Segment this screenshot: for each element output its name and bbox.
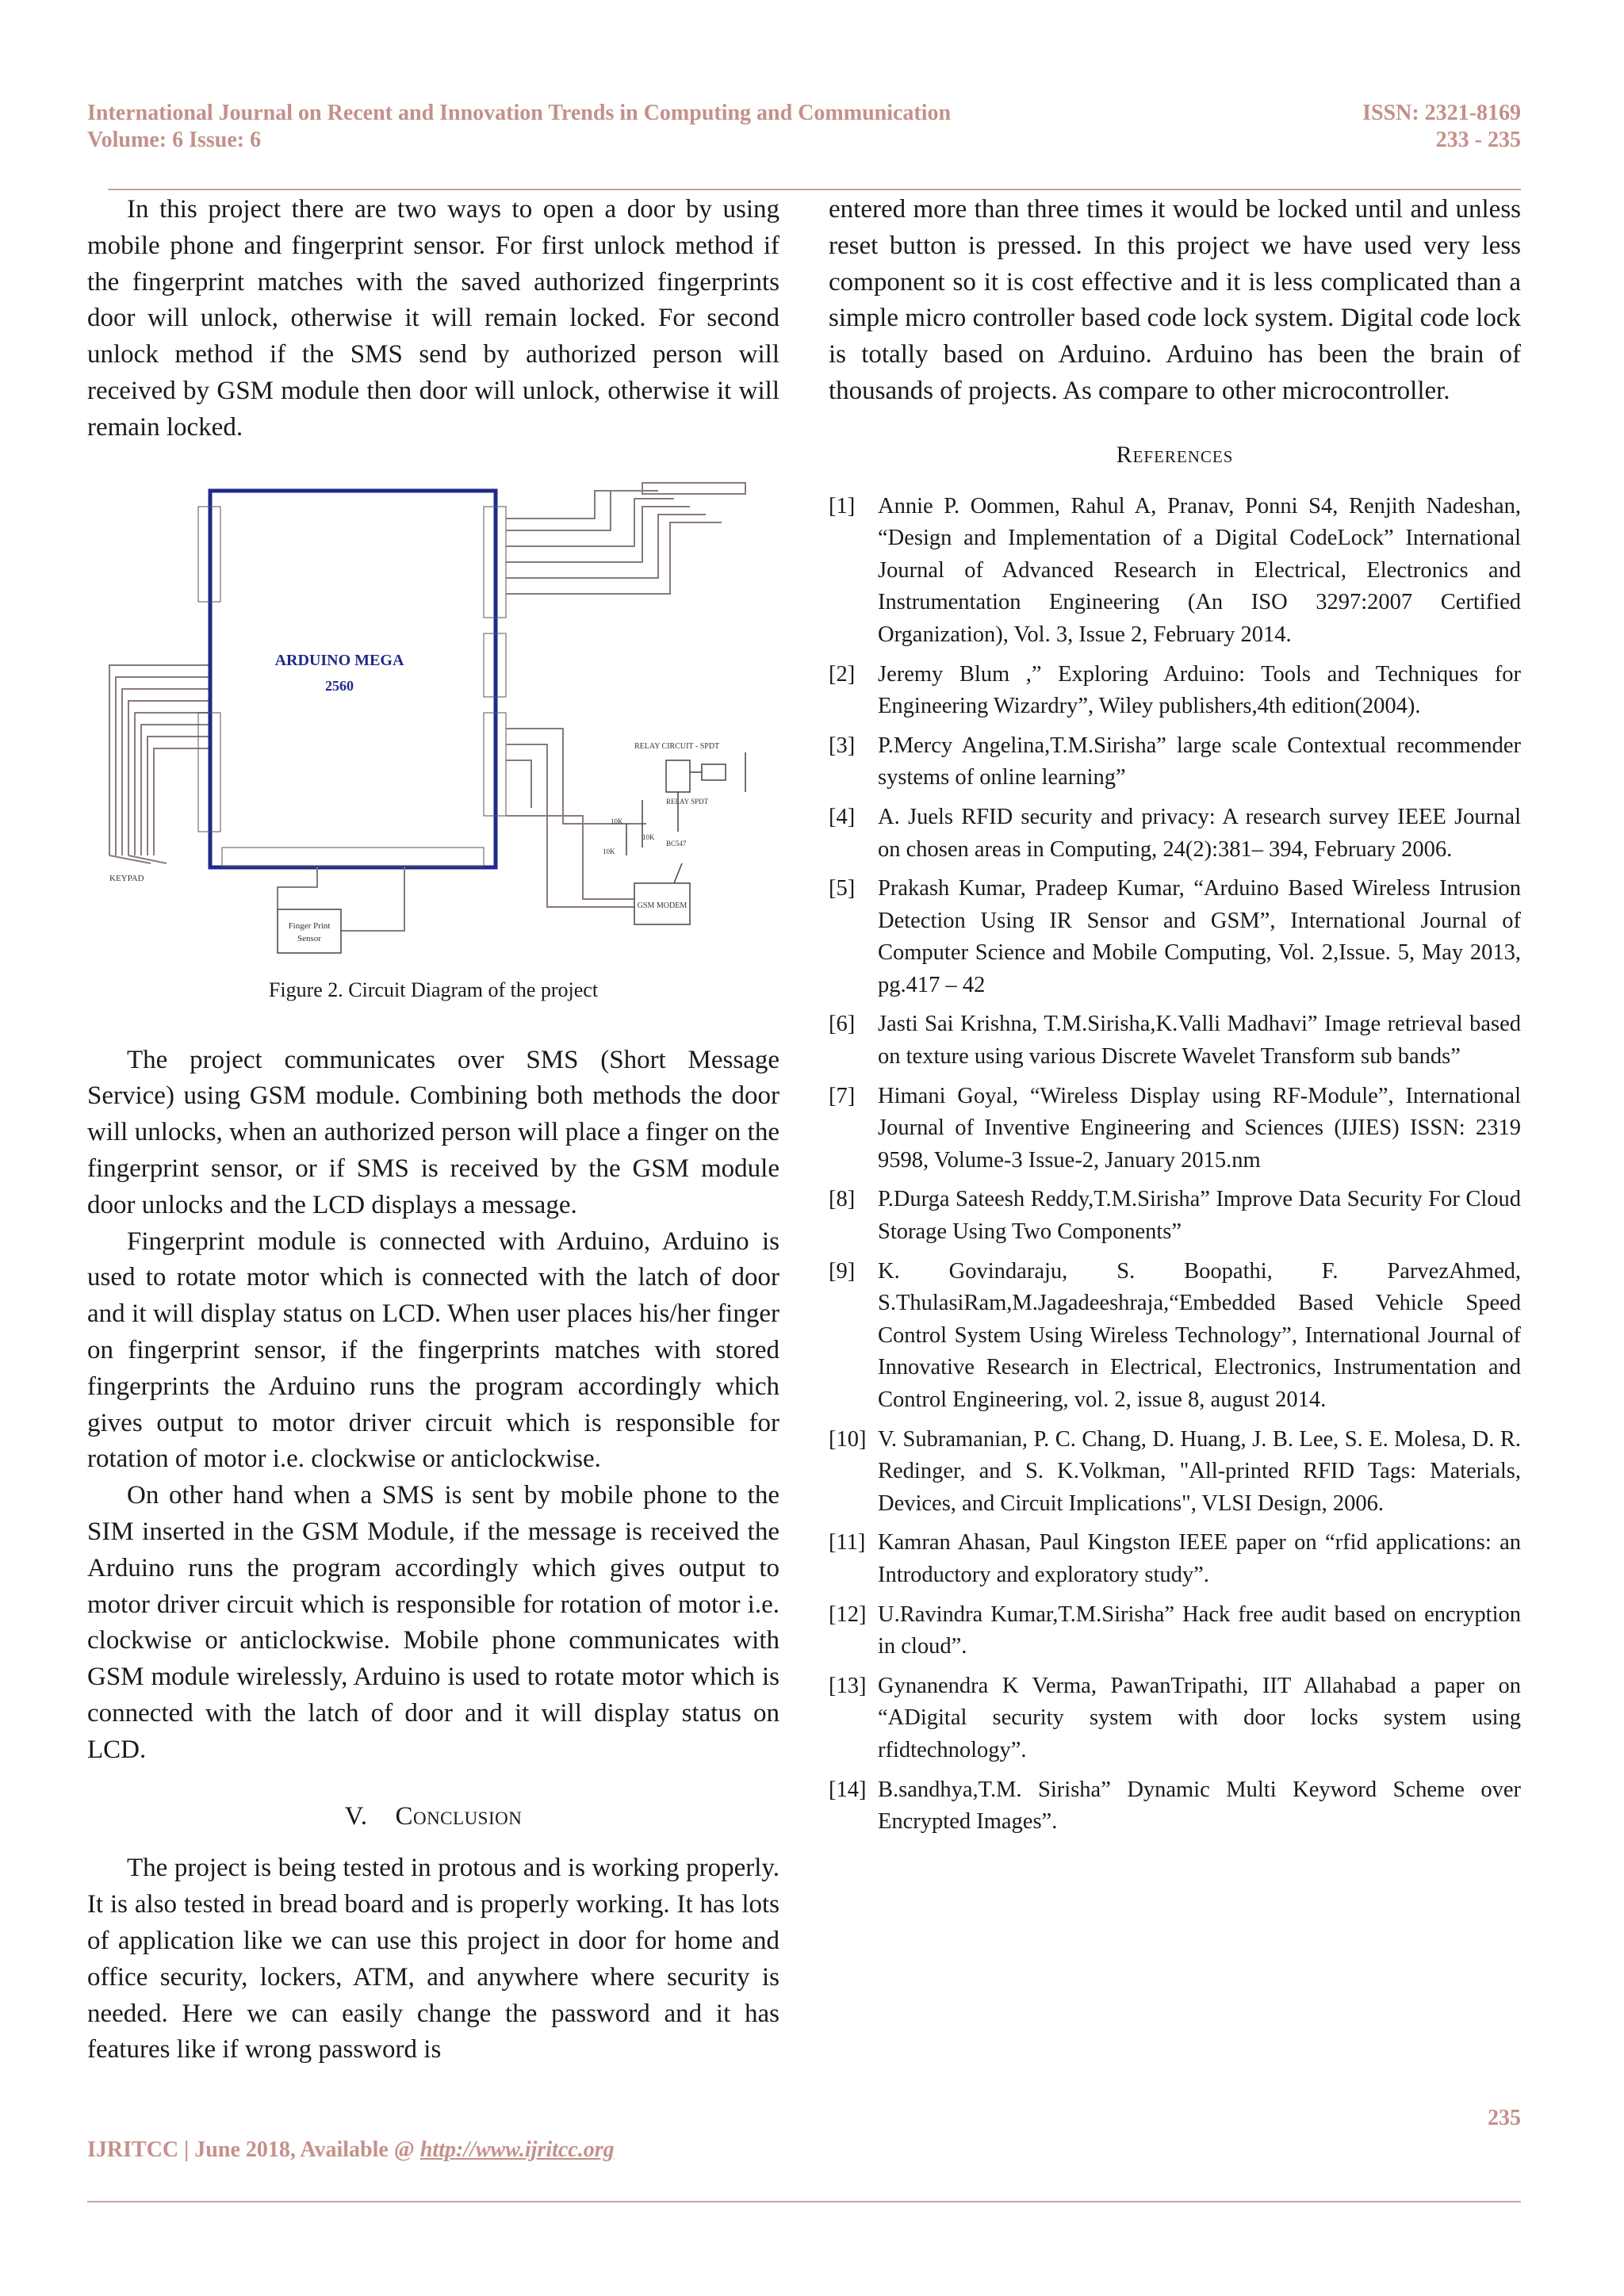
arduino-model-label: 2560 (325, 677, 354, 694)
section-number: V. (344, 1801, 368, 1831)
reference-text: P.Mercy Angelina,T.M.Sirisha” large scale Contextual recommender systems of online learning” (878, 733, 1521, 790)
circuit-diagram (87, 475, 779, 966)
keypad-label: KEYPAD (109, 873, 144, 883)
reference-item (829, 873, 1521, 1001)
reference-number: [9] (829, 1258, 856, 1284)
reference-item (829, 1774, 1521, 1839)
journal-link[interactable]: http://www.ijritcc.org (419, 2137, 615, 2162)
reference-number: [6] (829, 1012, 856, 1037)
page-range: 233 - 235 (1435, 128, 1521, 152)
lcd-wires (506, 483, 745, 594)
reference-text: Prakash Kumar, Pradeep Kumar, “Arduino Based Wireless Intrusion Detection Using IR Sensor and GSM”, International Journal of Computer Science and Mobile Computing, Vol. 2,Issue. 5, May 2013, pg.417 – 42 (878, 876, 1521, 997)
reference-text: P.Durga Sateesh Reddy,T.M.Sirisha” Improve Data Security For Cloud Storage Using Two Components” (878, 1187, 1521, 1245)
reference-number: [5] (829, 876, 856, 901)
reference-text: K. Govindaraju, S. Boopathi, F. ParvezAhmed, S.ThulasiRam,M.Jagadeeshraja,“Embedded Based Vehicle Speed Control System Using Wireless Technology”, International Journal of Innovative Research in Electrical, Electronics, Instrumentation and Control Engineering, vol. 2, issue 8, august 2014. (878, 1258, 1521, 1413)
page-number: 235 (1488, 2106, 1521, 2130)
gsm-label: GSM MODEM (637, 901, 688, 910)
figure-circuit (87, 475, 779, 1003)
reference-item (829, 802, 1521, 866)
section-heading (87, 1799, 779, 1835)
paragraph: Fingerprint module is connected with Arduino, Arduino is used to rotate motor which is connected with the latch of door and it will display status on LCD. When user places his/her finger on fingerprint sensor, if the fingerprints matches with stored fingerprints the Arduino runs the program accordingly which gives output to motor driver circuit which is responsible for rotation of motor i.e. clockwise or anticlockwise. (87, 1226, 779, 1474)
arduino-board (198, 491, 506, 867)
footer-rule (87, 2201, 1521, 2202)
reference-item (829, 1256, 1521, 1417)
reference-number: [4] (829, 804, 856, 829)
paragraph: In this project there are two ways to open a door by using mobile phone and fingerprint sensor. For first unlock method if the fingerprint matches with the saved authorized fingerprints door will unlock, otherwise it will remain locked. For second unlock method if the SMS send by authorized person will received by GSM module then door will unlock, otherwise it will remain locked. (87, 195, 779, 442)
reference-item (829, 1670, 1521, 1767)
reference-text: A. Juels RFID security and privacy: A research survey IEEE Journal on chosen areas in Computing, 24(2):381– 394, February 2006. (878, 804, 1521, 862)
relay-spdt-label: RELAY SPDT (666, 797, 709, 806)
resistor-label: 10K (611, 817, 623, 825)
reference-text: Jeremy Blum ,” Exploring Arduino: Tools and Techniques for Engineering Wizardry”, Wiley publishers,4th edition(2004). (878, 661, 1521, 719)
issn: ISSN: 2321-8169 (1362, 101, 1521, 125)
right-column (829, 192, 1521, 1846)
figure-caption: Figure 2. Circuit Diagram of the project (268, 978, 599, 1001)
relay-circuit (603, 742, 745, 855)
reference-item (829, 1599, 1521, 1663)
section-title: Conclusion (395, 1801, 523, 1831)
arduino-label: ARDUINO MEGA (274, 651, 404, 669)
references-list (829, 491, 1521, 1839)
reference-item (829, 730, 1521, 794)
reference-number: [1] (829, 493, 856, 519)
paragraph: entered more than three times it would be locked until and unless reset button is pressed. In this project we have used very less component so it is cost effective and it is less complicated than a simple micro controller based code lock system. Digital code lock is totally based on Arduino. Arduino has been the brain of thousands of projects. As compare to other microcontroller. (829, 195, 1521, 405)
running-header (87, 100, 951, 154)
reference-number: [8] (829, 1187, 856, 1212)
journal-title: International Journal on Recent and Innovation Trends in Computing and Communication (87, 101, 952, 125)
transistor-label: BC547 (666, 839, 687, 848)
reference-text: Himani Goyal, “Wireless Display using RF-Module”, International Journal of Inventive Engineering and Sciences (IJIES) ISSN: 2319 9598, Volume-3 Issue-2, January 2015.nm (878, 1083, 1521, 1173)
paragraph: The project is being tested in protous and is working properly. It is also tested in bread board and is properly working. It has lots of application like we can use this project in door for home and office security, lockers, ATM, and anywhere where security is needed. Here we can easily change the password and it has features like if wrong password is (87, 1854, 779, 2064)
paragraph: The project communicates over SMS (Short Message Service) using GSM module. Combining both methods the door will unlocks, when an authorized person will place a finger on the fingerprint sensor, or if SMS is received by the GSM module door unlocks and the LCD displays a message. (87, 1045, 779, 1219)
resistor-label: 10K (642, 832, 655, 841)
paragraph: On other hand when a SMS is sent by mobile phone to the SIM inserted in the GSM Module, if the message is received the Arduino runs the program accordingly which gives output to motor driver circuit which is responsible for rotation of motor i.e. clockwise or anticlockwise. Mobile phone communicates with GSM module wirelessly, Arduino is used to rotate motor which is connected with the latch of door and it will display status on LCD. (87, 1481, 779, 1764)
reference-text: U.Ravindra Kumar,T.M.Sirisha” Hack free audit based on encryption in cloud”. (878, 1601, 1521, 1659)
relay-wires (506, 729, 646, 907)
reference-number: [11] (829, 1530, 866, 1556)
reference-number: [12] (829, 1601, 867, 1627)
volume-issue: Volume: 6 Issue: 6 (87, 128, 262, 152)
reference-text: Gynanendra K Verma, PawanTripathi, IIT Allahabad a paper on “ADigital security system with door locks system using rfidtechnology”. (878, 1673, 1521, 1762)
resistor-label: 10K (603, 847, 615, 855)
reference-number: [13] (829, 1673, 867, 1698)
reference-item (829, 1081, 1521, 1177)
reference-item (829, 1008, 1521, 1073)
fingerprint-label-2: Sensor (297, 933, 321, 943)
reference-item (829, 491, 1521, 652)
reference-text: V. Subramanian, P. C. Chang, D. Huang, J. B. Lee, S. E. Molesa, D. R. Redinger, and S. K.Volkman, "All-printed RFID Tags: Materials, Devices, and Circuit Implications", VLSI Design, 2006. (878, 1426, 1521, 1516)
reference-text: Kamran Ahasan, Paul Kingston IEEE paper on “rfid applications: an Introductory and exploratory study”. (878, 1530, 1521, 1587)
reference-item (829, 1424, 1521, 1521)
relay-title: RELAY CIRCUIT - SPDT (634, 741, 720, 751)
reference-text: Jasti Sai Krishna, T.M.Sirisha,K.Valli Madhavi” Image retrieval based on texture using various Discrete Wavelet Transform sub bands” (878, 1012, 1521, 1070)
reference-number: [2] (829, 661, 856, 687)
reference-item (829, 1184, 1521, 1248)
references-heading: References (1116, 441, 1234, 468)
reference-number: [10] (829, 1426, 867, 1452)
reference-number: [14] (829, 1777, 867, 1802)
header-rule (108, 189, 1521, 190)
reference-item (829, 659, 1521, 723)
footer-text: IJRITCC | June 2018, Available @ (87, 2137, 420, 2162)
fingerprint-label: Finger Print (288, 920, 331, 931)
running-header-right (1362, 100, 1521, 154)
reference-text: Annie P. Oommen, Rahul A, Pranav, Ponni S4, Renjith Nadeshan, “Design and Implementation of a Digital CodeLock” International Journal of Advanced Research in Electrical, Electronics and Instrumentation Engineering (An ISO 3297:2007 Certified Organization), Vol. 3, Issue 2, February 2014. (878, 493, 1521, 647)
gsm-modem (506, 816, 690, 924)
reference-item (829, 1527, 1521, 1591)
left-column (87, 192, 779, 2068)
reference-number: [7] (829, 1083, 856, 1108)
reference-text: B.sandhya,T.M. Sirisha” Dynamic Multi Keyword Scheme over Encrypted Images”. (878, 1777, 1521, 1835)
footer (87, 2137, 615, 2163)
fingerprint-sensor (278, 867, 404, 953)
reference-number: [3] (829, 733, 856, 758)
